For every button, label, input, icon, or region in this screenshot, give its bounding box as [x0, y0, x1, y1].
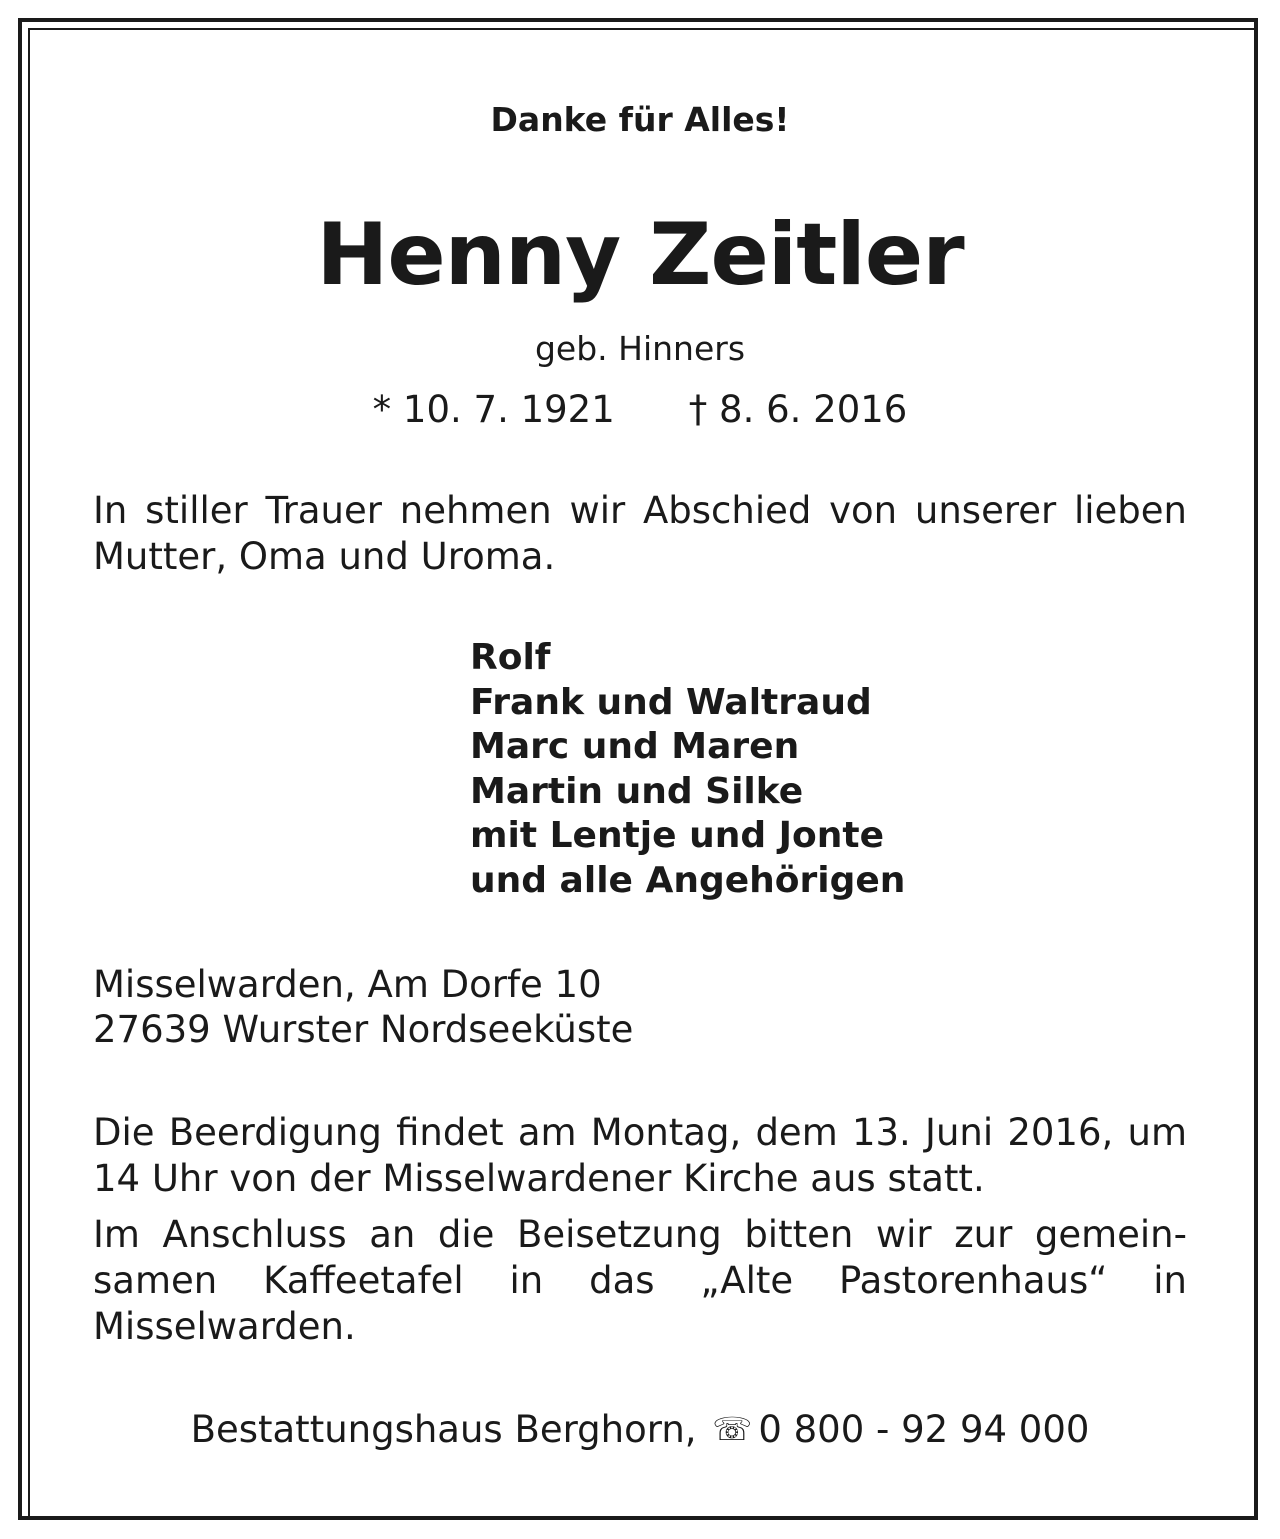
life-dates	[0, 385, 1280, 435]
death-date: † 8. 6. 2016	[688, 388, 908, 431]
mourners-list	[470, 636, 905, 903]
mourner-line: Marc und Maren	[470, 726, 800, 767]
mourner-line: Martin und Silke	[470, 770, 804, 812]
mourner-line: Rolf	[470, 637, 551, 678]
address-line-street: Misselwarden, Am Dorfe 10	[93, 963, 602, 1006]
address	[93, 962, 633, 1052]
mourner-line: Frank und Waltraud	[470, 681, 872, 723]
telephone-icon: ☏	[712, 1410, 753, 1448]
thanks-heading: Danke für Alles!	[490, 100, 790, 139]
birth-date: * 10. 7. 1921	[372, 388, 615, 431]
deceased-name: Henny Zeitler	[316, 205, 964, 305]
reception-text: Im Anschluss an die Beisetzung bitten wir zur gemeinsamen Kaffeetafel in das „Alte Pastorenhaus“ in Misselwarden.	[93, 1213, 1187, 1348]
address-line-city: 27639 Wurster Nordseeküste	[93, 1008, 634, 1051]
birth-name: geb. Hinners	[534, 329, 746, 368]
mourner-line: mit Lentje und Jonte	[470, 815, 885, 856]
intro-text: In stiller Trauer nehmen wir Abschied von unserer lieben Mutter, Oma und Uroma.	[93, 489, 1187, 578]
funeral-text: Die Beerdigung findet am Montag, dem 13. Juni 2016, um 14 Uhr von der Misselwardener Kirche aus statt.	[93, 1111, 1187, 1200]
undertaker-name: Bestattungshaus Berghorn,	[190, 1408, 697, 1451]
mourner-line: und alle Angehörigen	[470, 859, 906, 901]
undertaker-phone: 0 800 - 92 94 000	[758, 1408, 1090, 1451]
undertaker-footer	[0, 1404, 1280, 1455]
